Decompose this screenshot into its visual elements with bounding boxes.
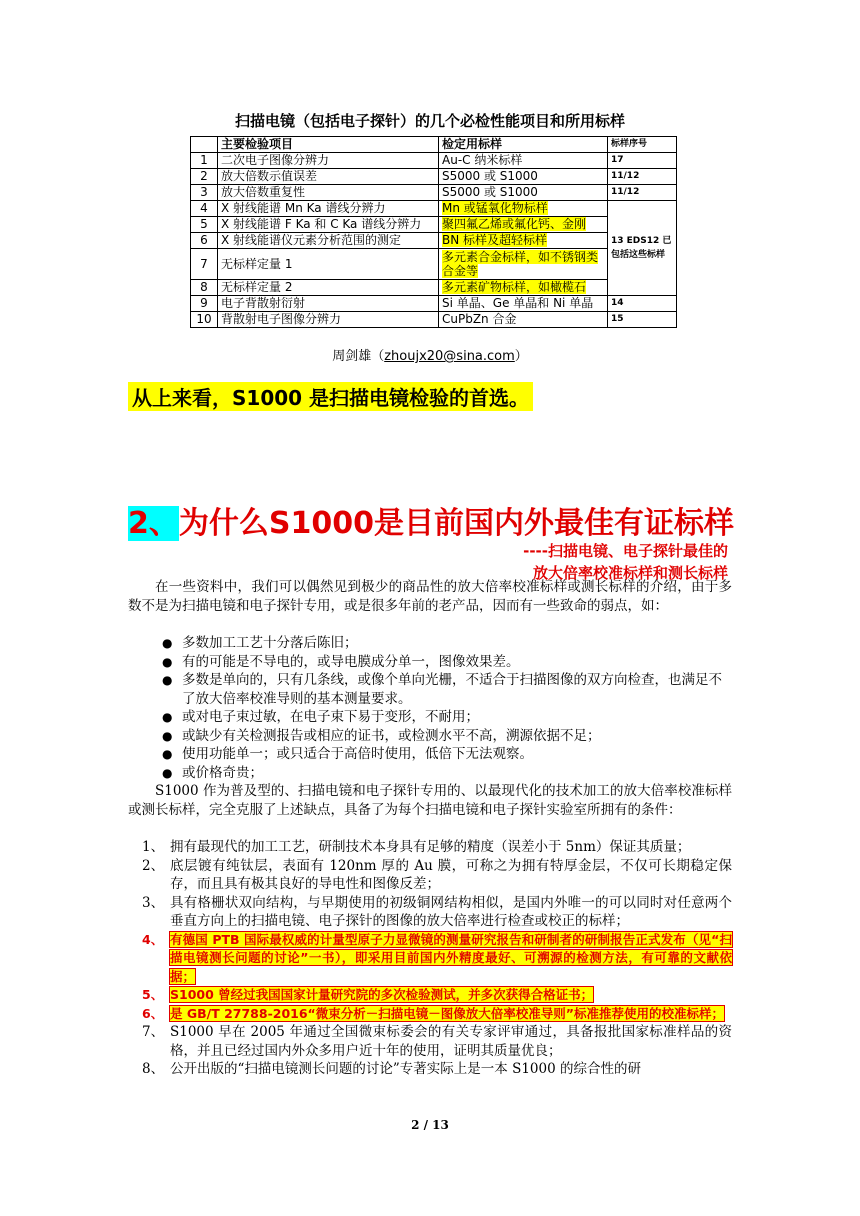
merged-note: 13 EDS12 已包括这些标样 (608, 201, 677, 296)
advantages-list (128, 838, 732, 1079)
table-row: 8 无标样定量 2 多元素矿物标样，如橄榄石 (191, 280, 677, 296)
header-number (191, 137, 218, 153)
author-name: 周剑雄（ (332, 349, 385, 364)
list-item: ● 多数加工工艺十分落后陈旧； (162, 635, 358, 651)
table-row: 7 无标样定量 1 多元素合金标样，如不锈钢类合金等 (191, 249, 677, 280)
table-row: 6 X 射线能谱仪元素分析范围的测定 BN 标样及超轻标样 (191, 233, 677, 249)
list-item: ● 使用功能单一；或只适合于高倍时使用，低倍下无法观察。 (162, 746, 533, 762)
bullet-icon: ● (162, 654, 173, 669)
table-row: 9 电子背散射衍射 Si 单晶、Ge 单晶和 Ni 单晶 14 (191, 296, 677, 312)
bullet-icon: ● (162, 728, 173, 743)
bullet-icon: ● (162, 710, 173, 724)
header-standard: 检定用标样 (439, 137, 608, 153)
intro-paragraph: 在一些资料中，我们可以偶然见到极少的商品性的放大倍率校准标样或测长标样的介绍，由于多数不是为扫描电镜和电子探针专用，或是很多年前的老产品，因而有一些致命的弱点，如： (128, 579, 732, 614)
weakness-list (162, 634, 732, 782)
section-subtitle-1: ----扫描电镜、电子探针最佳的 (523, 542, 728, 560)
table-row: 3 放大倍数重复性 S5000 或 S1000 11/12 (191, 185, 677, 201)
list-item: 3、 具有格栅状双向结构，与早期使用的初级铜网结构相似，是国内外唯一的可以同时对任意两个垂直方向上的扫描电镜、电子探针的图像的放大倍率进行检查或校正的标样； (142, 894, 732, 929)
table-row: 1 二次电子图像分辨力 Au-C 纳米标样 17 (191, 153, 677, 169)
author-email-link[interactable]: zhoujx20@sina.com (384, 349, 515, 364)
standards-table (190, 136, 677, 328)
list-item: 2、 底层镀有纯钛层，表面有 120nm 厚的 Au 膜，可称之为拥有特厚金层，不仅可长期稳定保存，而且具有极其良好的导电性和图像反差； (142, 857, 732, 892)
list-item: ● 或价格奇贵； (162, 764, 263, 781)
list-item-highlighted: 5、 S1000 曾经过我国国家计量研究院的多次检验测试，并多次获得合格证书； (142, 987, 594, 1002)
header-sample-no: 标样序号 (608, 137, 677, 153)
bullet-icon: ● (162, 765, 173, 780)
bullet-icon: ● (162, 747, 173, 761)
table-row: 2 放大倍数示值误差 S5000 或 S1000 11/12 (191, 169, 677, 185)
table-row: 10 背散射电子图像分辨力 CuPbZn 合金 15 (191, 312, 677, 328)
list-item: ● 有的可能是不导电的，或导电膜成分单一，图像效果差。 (162, 653, 520, 670)
bullet-icon: ● (162, 673, 173, 687)
header-test-item: 主要检验项目 (218, 137, 439, 153)
author-line (0, 345, 860, 364)
list-item-highlighted: 4、 有德国 PTB 国际最权威的计量型原子力显微镜的测量研究报告和研制者的研制报告正式发布（见“扫描电镜测长问题的讨论”一书），即采用目前国内外精度最好、可溯源的检测方法，有可靠的文献依据； (142, 931, 732, 984)
table-row: 4 X 射线能谱 Mn Ka 谱线分辨力 Mn 或锰氧化物标样 13 EDS12 已包括这些标样 (191, 201, 677, 217)
list-item: ● 或缺少有关检测报告或相应的证书，或检测水平不高，溯源依据不足； (162, 727, 601, 744)
s1000-paragraph: S1000 作为普及型的、扫描电镜和电子探针专用的、以最现代化的技术加工的放大倍率校准标样或测长标样，完全克服了上述缺点，具备了为每个扫描电镜和电子探针实验室所拥有的条件： (128, 783, 732, 818)
table-row: 5 X 射线能谱 F Ka 和 C Ka 谱线分辨力 聚四氟乙烯或氟化钙、金刚 (191, 217, 677, 233)
section-subtitle-2: 放大倍率校准标样和测长标样 (532, 564, 728, 582)
list-item: 8、 公开出版的“扫描电镜测长问题的讨论”专著实际上是一本 S1000 的综合性的研 (142, 1061, 641, 1077)
summary-highlight: 从上来看，S1000 是扫描电镜检验的首选。 (128, 382, 533, 411)
list-item-highlighted: 6、 是 GB/T 27788-2016“微束分析－扫描电镜－图像放大倍率校准导则”标准推荐使用的校准标样； (142, 1005, 724, 1021)
author-close: ） (514, 349, 528, 364)
table-title: 扫描电镜（包括电子探针）的几个必检性能项目和所用标样 (234, 112, 625, 130)
section-heading (128, 498, 734, 542)
table-header-row (191, 137, 677, 153)
section-number: 2、 (128, 506, 179, 541)
bullet-icon: ● (162, 636, 173, 650)
list-item: ● 多数是单向的，只有几条线，或像个单向光栅，不适合于扫描图像的双方向检查，也满足不了放大倍率校准导则的基本测量要求。 (162, 672, 722, 707)
list-item: 1、 拥有最现代的加工工艺，研制技术本身具有足够的精度（误差小于 5nm）保证其质量； (142, 839, 691, 855)
list-item: ● 或对电子束过敏，在电子束下易于变形，不耐用； (162, 709, 479, 725)
list-item: 7、 S1000 早在 2005 年通过全国微束标委会的有关专家评审通过，具备报批国家标准样品的资格，并且已经过国内外众多用户近十年的使用，证明其质量优良； (142, 1024, 732, 1059)
section-title: 为什么S1000是目前国内外最佳有证标样 (178, 506, 734, 541)
page-number: 2 / 13 (411, 1118, 449, 1132)
